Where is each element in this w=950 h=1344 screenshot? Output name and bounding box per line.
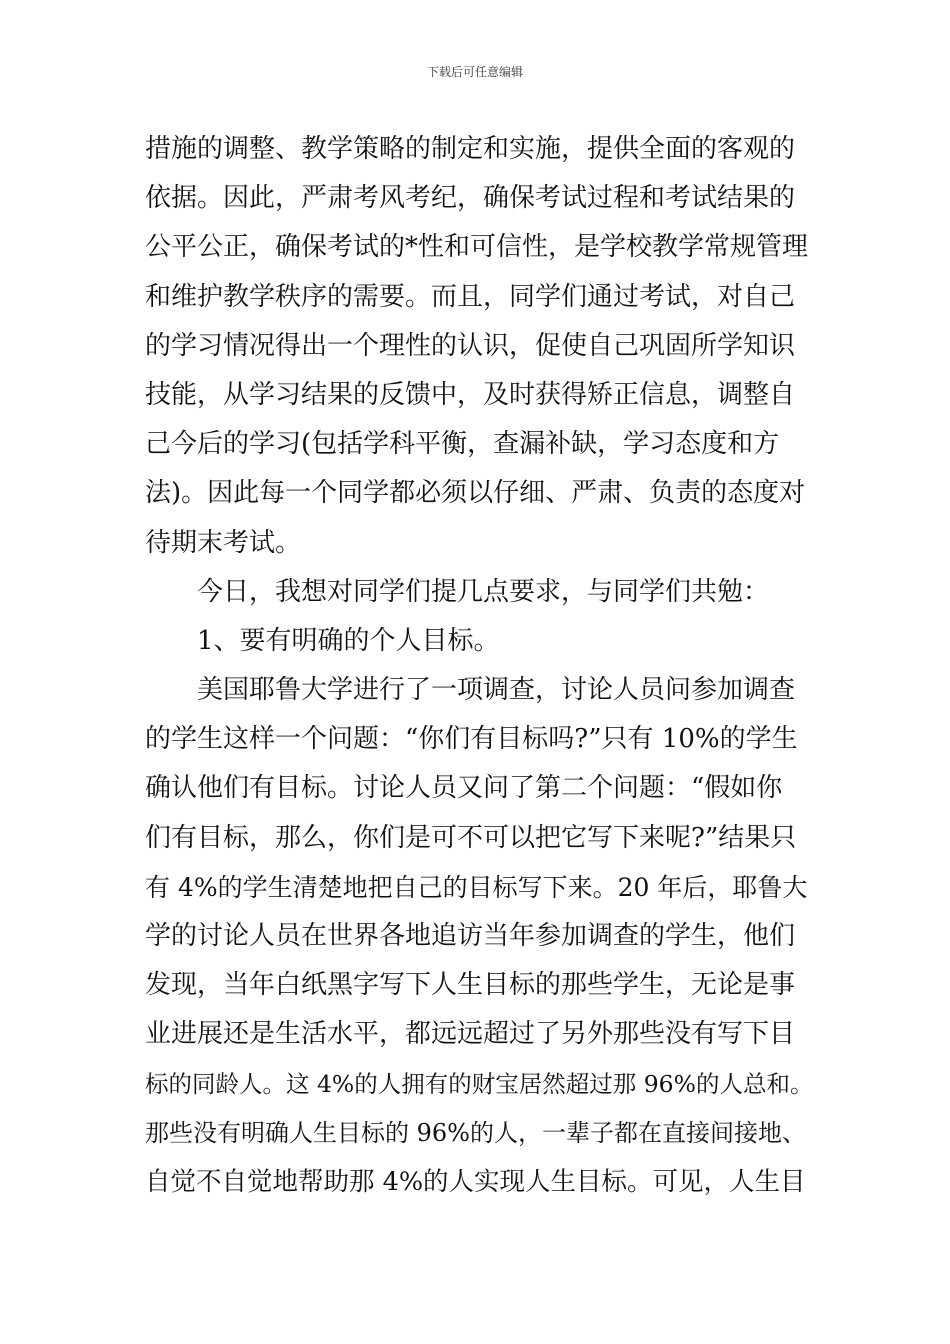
text-line-content: 学的讨论人员在世界各地追访当年参加调查的学生，他们 — [145, 921, 796, 951]
text-line-content: 的学习情况得出一个理性的认识，促使自己巩固所学知识 — [145, 330, 796, 361]
text-line — [145, 1109, 815, 1158]
text-line — [145, 420, 815, 469]
text-line-content: 待期末考试。 — [145, 527, 302, 558]
text-line-content: 们有目标，那么，你们是可不可以把它写下来呢?”结果只 — [145, 822, 797, 853]
text-line-content: 法)。因此每一个同学都必须以仔细、严肃、负责的态度对 — [145, 478, 806, 509]
text-line — [145, 125, 815, 174]
text-line-content: 公平公正，确保考试的*性和可信性，是学校教学常规管理 — [145, 232, 809, 263]
text-line — [145, 961, 815, 1010]
text-line — [145, 912, 815, 961]
text-line-content: 业进展还是生活水平，都远远超过了另外那些没有写下目 — [145, 1019, 796, 1050]
text-line — [145, 715, 815, 764]
text-line — [145, 371, 815, 420]
text-line — [145, 1158, 815, 1207]
text-line-content: 标的同龄人。这 4%的人拥有的财宝居然超过那 96%的人总和。 — [145, 1069, 814, 1098]
text-line-content: 发现，当年白纸黑字写下人生目标的那些学生，无论是事 — [145, 970, 796, 1001]
text-line-content: 有 4%的学生清楚地把自己的目标写下来。20 年后，耶鲁大 — [145, 872, 808, 902]
text-line — [145, 469, 815, 518]
text-line — [145, 519, 815, 568]
document-body — [145, 125, 815, 1207]
text-line — [145, 273, 815, 322]
text-line-content: 今日，我想对同学们提几点要求，与同学们共勉： — [197, 576, 770, 607]
text-line — [145, 322, 815, 371]
text-line-content: 己今后的学习(包括学科平衡，查漏补缺，学习态度和方 — [145, 429, 780, 460]
text-line-content: 依据。因此，严肃考风考纪，确保考试过程和考试结果的 — [145, 183, 796, 214]
text-line-content: 和维护教学秩序的需要。而且，同学们通过考试，对自己 — [145, 281, 796, 312]
text-line-content: 技能，从学习结果的反馈中，及时获得矫正信息，调整自 — [145, 379, 796, 410]
page-header: 下载后可任意编辑 — [426, 65, 523, 79]
text-line — [145, 1060, 815, 1109]
text-line — [145, 863, 815, 912]
text-line-content: 确认他们有目标。讨论人员又问了第二个问题：“假如你 — [145, 773, 783, 804]
text-line-content: 那些没有明确人生目标的 96%的人，一辈子都在直接间接地、 — [145, 1118, 806, 1147]
text-line-content: 美国耶鲁大学进行了一项调查，讨论人员问参加调查 — [197, 675, 796, 706]
text-line — [145, 174, 815, 223]
text-line-content: 1、要有明确的个人目标。 — [197, 625, 500, 656]
text-line — [145, 568, 815, 617]
text-line — [145, 666, 815, 715]
text-line — [145, 764, 815, 813]
text-line — [145, 223, 815, 272]
text-line — [145, 617, 815, 666]
text-line — [145, 814, 815, 863]
text-line-content: 的学生这样一个问题：“你们有目标吗?”只有 10%的学生 — [145, 724, 798, 755]
text-line-content: 措施的调整、教学策略的制定和实施，提供全面的客观的 — [145, 134, 796, 164]
text-line-content: 自觉不自觉地帮助那 4%的人实现人生目标。可见，人生目 — [145, 1166, 806, 1197]
text-line — [145, 1010, 815, 1059]
